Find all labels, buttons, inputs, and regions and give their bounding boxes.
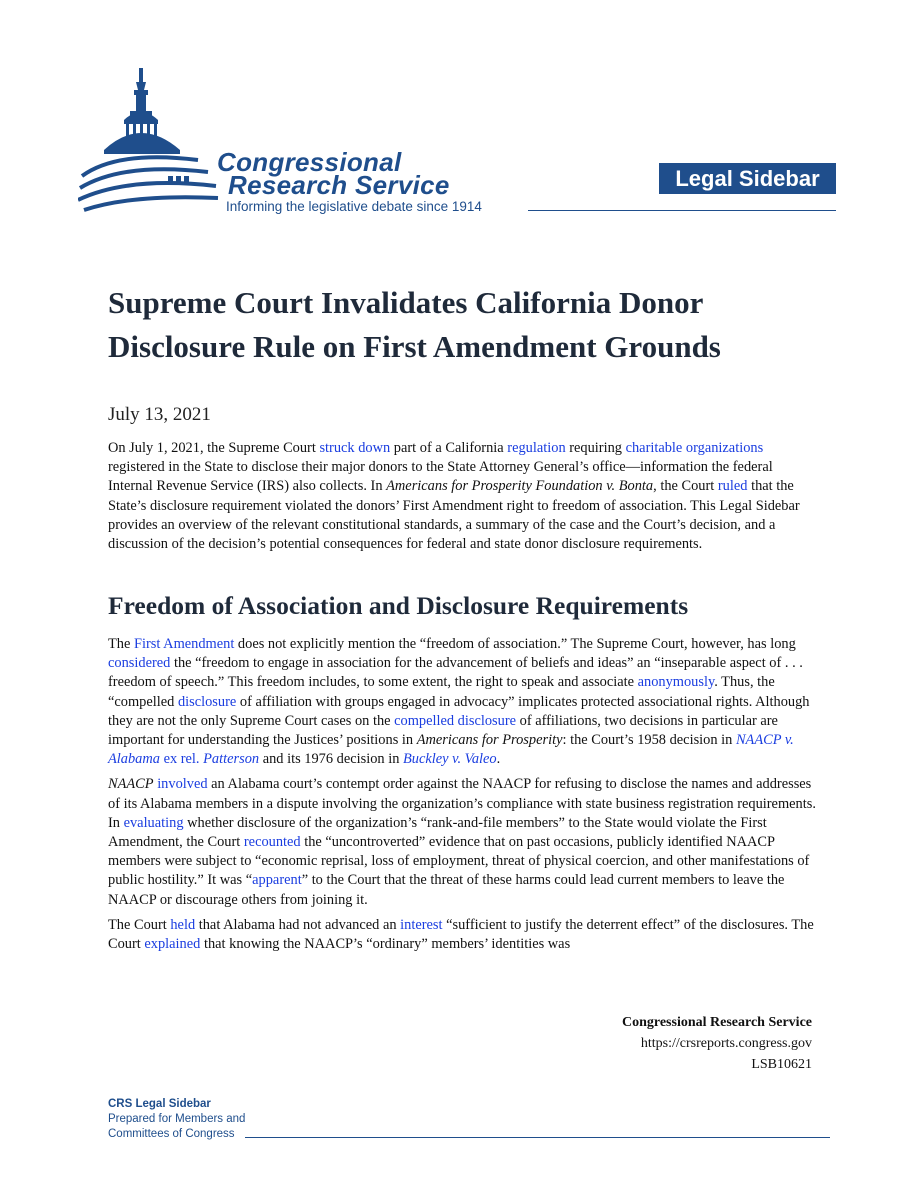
footer-report-id: LSB10621 (751, 1057, 812, 1072)
paragraph-naacp: NAACP involved an Alabama court’s contempt order against the NAACP for refusing to disclose the names and addresses of its Alabama members in a dispute involving the organization’s compliance with state business registration requirements. In evaluating whether disclosure of the organization’s “rank-and-file members” to the State would violate the First Amendment, the Court recounted the “uncontroverted” evidence that on past occasions, publicly identified NAACP members were subject to “economic reprisal, loss of employment, threat of physical coercion, and other manifestations of public hostility.” It was “apparent” to the Court that the threat of these harms could lead current members to leave the NAACP or discourage others from joining it. (108, 776, 816, 908)
section-body (108, 635, 818, 960)
link-anonymously[interactable]: anonymously (637, 674, 715, 691)
link-involved[interactable]: involved (157, 776, 208, 793)
link-charitable-organizations[interactable]: charitable organizations (625, 440, 764, 456)
link-compelled-disclosure[interactable]: compelled disclosure (394, 712, 517, 729)
page-title: Supreme Court Invalidates California Donor Disclosure Rule on First Amendment Grounds (108, 285, 721, 364)
link-ruled[interactable]: ruled (717, 478, 748, 495)
footer-org: Congressional Research Service (621, 1015, 812, 1030)
link-first-amendment[interactable]: First Amendment (133, 636, 235, 652)
link-explained[interactable]: explained (144, 936, 201, 953)
crs-logo (78, 64, 538, 224)
footer-series: CRS Legal Sidebar (108, 1098, 211, 1110)
link-considered[interactable]: considered (108, 655, 171, 672)
footer-url[interactable]: https://crsreports.congress.gov (640, 1036, 812, 1051)
logo-tagline: Informing the legislative debate since 1914 (226, 199, 482, 214)
link-held[interactable]: held (170, 916, 196, 933)
link-disclosure[interactable]: disclosure (177, 693, 237, 710)
link-buckley-v-valeo[interactable]: Buckley v. Valeo (403, 751, 497, 768)
link-interest[interactable]: interest (400, 916, 443, 933)
legal-sidebar-badge: Legal Sidebar (659, 163, 836, 194)
logo-congressional: Congressional (217, 147, 402, 177)
publish-date: July 13, 2021 (108, 404, 211, 425)
link-patterson[interactable]: Patterson (203, 751, 260, 768)
capitol-dome-icon (78, 64, 228, 214)
link-recounted[interactable]: recounted (243, 834, 301, 851)
link-struck-down[interactable]: struck down (319, 440, 391, 456)
link-ex-rel[interactable]: ex rel. (159, 751, 204, 768)
footer-label (108, 1097, 245, 1142)
paragraph-court-held: The Court held that Alabama had not advanced an interest “sufficient to justify the deterrent effect” of the disclosures. The Court explained that knowing the NAACP’s “ordinary” members’ identities was (108, 916, 814, 953)
footer-committees: Committees of Congress (108, 1128, 235, 1140)
intro-section (108, 439, 818, 560)
link-naacp-v-alabama[interactable]: NAACP v. Alabama (108, 732, 794, 768)
link-regulation[interactable]: regulation (507, 440, 566, 456)
logo-research-service: Research Service (228, 170, 450, 200)
paragraph-first-amendment: The First Amendment does not explicitly mention the “freedom of association.” The Supreme Court, however, has long considered the “freedom to engage in association for the advancement of beliefs and ideas” an “inseparable aspect of . . . freedom of speech.” This freedom includes, to some extent, the right to speak and associate anonymously. Thus, the “compelled disclosure of affiliation with groups engaged in advocacy” implicates protected associational rights. Although they are not the only Supreme Court cases on the compelled disclosure of affiliations, two decisions in particular are important for understanding the Justices’ positions in Americans for Prosperity: the Court’s 1958 decision in NAACP v. Alabama ex rel. Patterson and its 1976 decision in Buckley v. Valeo. (108, 636, 810, 768)
footer-rule (245, 1137, 830, 1138)
header-rule (528, 210, 836, 211)
footer-prepared: Prepared for Members and (108, 1113, 246, 1125)
intro-paragraph: On July 1, 2021, the Supreme Court struck down part of a California regulation requiring charitable organizations registered in the State to disclose their major donors to the State Attorney General’s office—information the federal Internal Revenue Service (IRS) also collects. In Americans for Prosperity Foundation v. Bonta, the Court ruled that the State’s disclosure requirement violated the donors’ First Amendment right to freedom of association. This Legal Sidebar provides an overview of the relevant constitutional standards, a summary of the case and the Court’s decision, and a discussion of the decision’s potential consequences for federal and state donor disclosure requirements. (108, 440, 800, 553)
link-apparent[interactable]: apparent (252, 872, 302, 889)
link-evaluating[interactable]: evaluating (123, 814, 184, 831)
footer-citation (622, 1012, 812, 1075)
section-heading: Freedom of Association and Disclosure Requirements (108, 591, 689, 620)
